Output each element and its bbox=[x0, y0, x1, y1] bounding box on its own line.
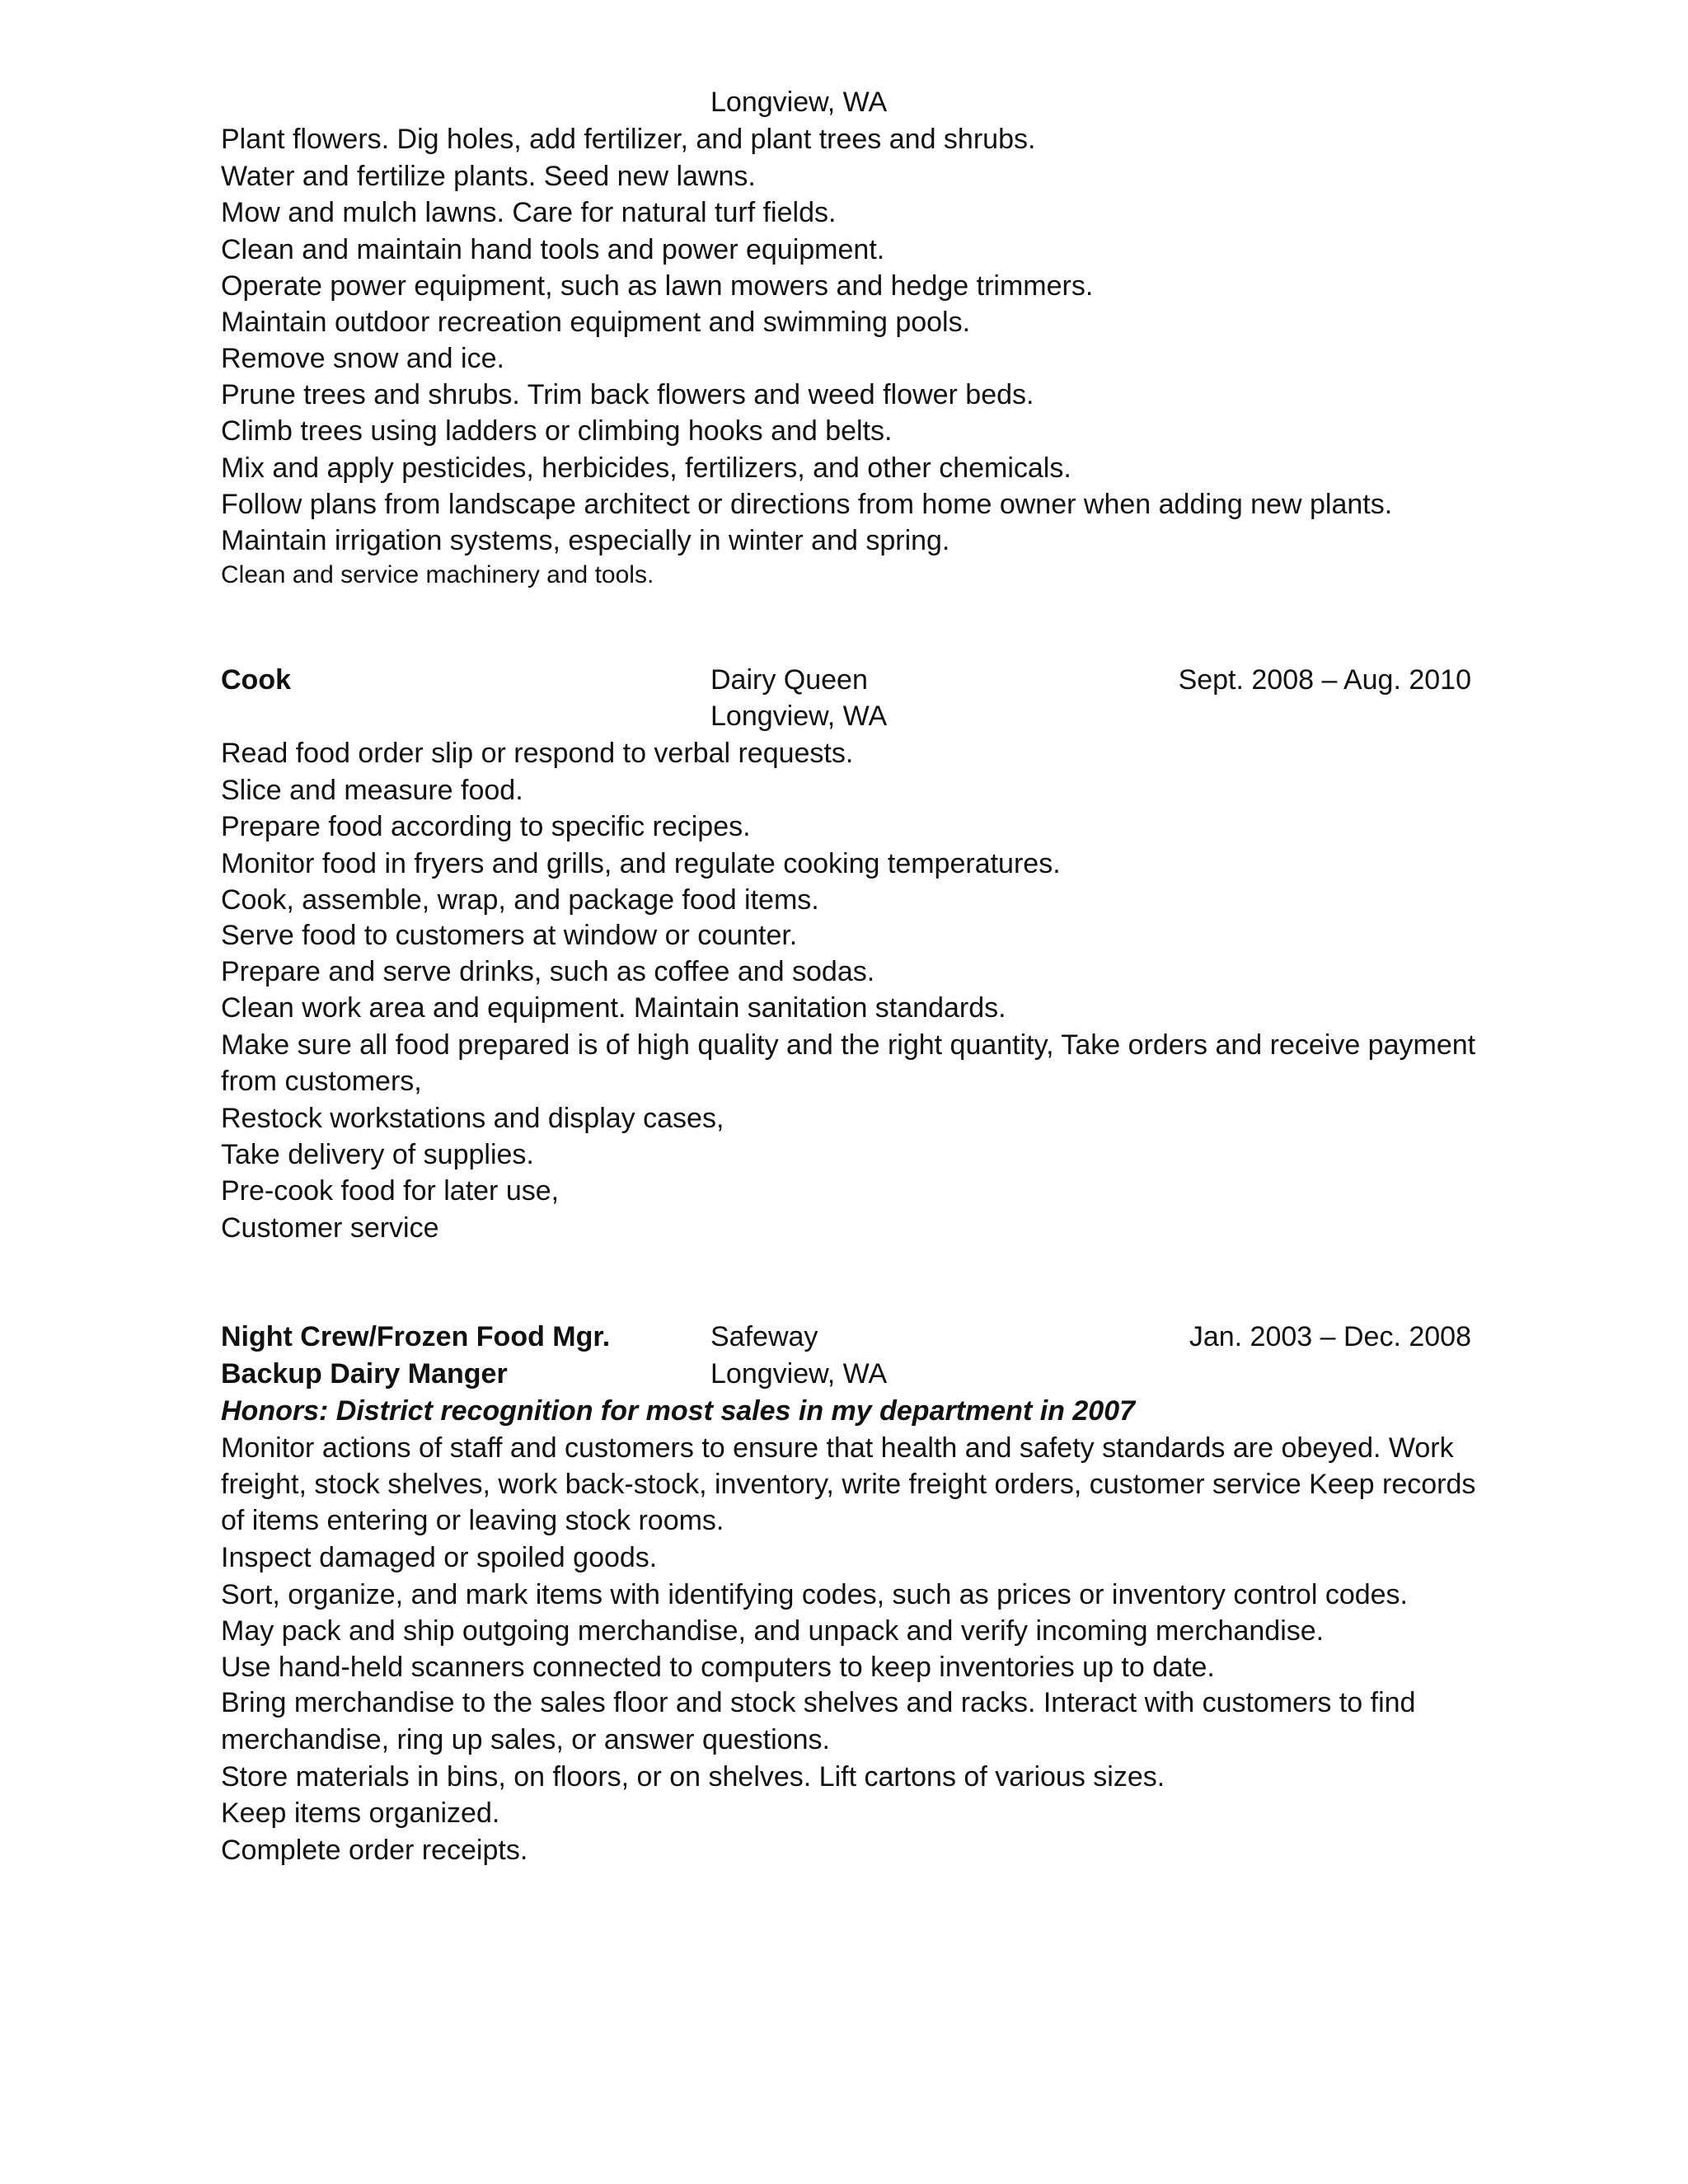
employment-dates: Jan. 2003 – Dec. 2008 bbox=[1189, 1321, 1471, 1352]
employment-dates: Sept. 2008 – Aug. 2010 bbox=[1178, 664, 1471, 696]
duty-line: Climb trees using ladders or climbing hooks and belts. bbox=[221, 415, 893, 447]
duty-line: May pack and ship outgoing merchandise, and unpack and verify incoming merchandise. bbox=[221, 1615, 1325, 1647]
duty-line: merchandise, ring up sales, or answer questions. bbox=[221, 1724, 830, 1755]
duty-line: Follow plans from landscape architect or directions from home owner when adding new plants. bbox=[221, 489, 1393, 520]
duty-line: Cook, assemble, wrap, and package food items. bbox=[221, 884, 819, 916]
duty-line: Monitor actions of staff and customers to ensure that health and safety standards are obeyed. Work bbox=[221, 1432, 1454, 1464]
landscaping-location: Longview, WA bbox=[710, 87, 888, 118]
duty-line: Take delivery of supplies. bbox=[221, 1139, 534, 1170]
duty-line: Mix and apply pesticides, herbicides, fertilizers, and other chemicals. bbox=[221, 452, 1071, 484]
employer-location: Longview, WA bbox=[710, 701, 888, 732]
duty-line: Mow and mulch lawns. Care for natural turf fields. bbox=[221, 197, 837, 228]
duty-line: Complete order receipts. bbox=[221, 1835, 528, 1866]
duty-line: Slice and measure food. bbox=[221, 775, 523, 806]
duty-line: Make sure all food prepared is of high quality and the right quantity, Take orders and receive payment bbox=[221, 1029, 1476, 1061]
duty-line: Operate power equipment, such as lawn mowers and hedge trimmers. bbox=[221, 270, 1094, 302]
duty-line: Pre-cook food for later use, bbox=[221, 1175, 560, 1207]
duty-line: Inspect damaged or spoiled goods. bbox=[221, 1542, 658, 1573]
honors-line: Honors: District recognition for most sales in my department in 2007 bbox=[221, 1395, 1136, 1427]
duty-line: from customers, bbox=[221, 1066, 422, 1097]
duty-line: Restock workstations and display cases, bbox=[221, 1103, 724, 1134]
duty-line: Sort, organize, and mark items with identifying codes, such as prices or inventory control codes. bbox=[221, 1579, 1409, 1610]
duty-line: Keep items organized. bbox=[221, 1797, 500, 1829]
duty-line: Water and fertilize plants. Seed new lawns. bbox=[221, 161, 756, 192]
duty-line: Maintain irrigation systems, especially in winter and spring. bbox=[221, 525, 950, 556]
duty-line: Customer service bbox=[221, 1212, 439, 1244]
duty-line: of items entering or leaving stock rooms. bbox=[221, 1505, 724, 1536]
duty-line: Clean and maintain hand tools and power equipment. bbox=[221, 234, 885, 265]
duty-line: freight, stock shelves, work back-stock, inventory, write freight orders, customer service Keep records bbox=[221, 1469, 1476, 1500]
employer-location: Longview, WA bbox=[710, 1358, 888, 1390]
job-title-secondary: Backup Dairy Manger bbox=[221, 1358, 508, 1390]
employer-name: Dairy Queen bbox=[710, 664, 868, 696]
duty-line: Use hand-held scanners connected to computers to keep inventories up to date. bbox=[221, 1652, 1215, 1683]
job-title: Night Crew/Frozen Food Mgr. bbox=[221, 1321, 611, 1352]
duty-line: Maintain outdoor recreation equipment and swimming pools. bbox=[221, 307, 971, 338]
duty-line: Store materials in bins, on floors, or on shelves. Lift cartons of various sizes. bbox=[221, 1761, 1165, 1793]
duty-line: Clean work area and equipment. Maintain sanitation standards. bbox=[221, 992, 1006, 1024]
duty-line: Read food order slip or respond to verbal requests. bbox=[221, 738, 854, 769]
duty-line: Monitor food in fryers and grills, and regulate cooking temperatures. bbox=[221, 848, 1061, 879]
duty-line: Serve food to customers at window or counter. bbox=[221, 920, 798, 951]
duty-line: Bring merchandise to the sales floor and stock shelves and racks. Interact with customers to find bbox=[221, 1687, 1416, 1718]
duty-line: Clean and service machinery and tools. bbox=[221, 561, 654, 588]
duty-line: Prepare food according to specific recipes. bbox=[221, 811, 751, 842]
duty-line: Prepare and serve drinks, such as coffee and sodas. bbox=[221, 956, 875, 987]
duty-line: Plant flowers. Dig holes, add fertilizer, and plant trees and shrubs. bbox=[221, 124, 1036, 155]
job-title: Cook bbox=[221, 664, 291, 696]
duty-line: Prune trees and shrubs. Trim back flowers and weed flower beds. bbox=[221, 379, 1034, 410]
duty-line: Remove snow and ice. bbox=[221, 343, 504, 374]
employer-name: Safeway bbox=[710, 1321, 818, 1352]
